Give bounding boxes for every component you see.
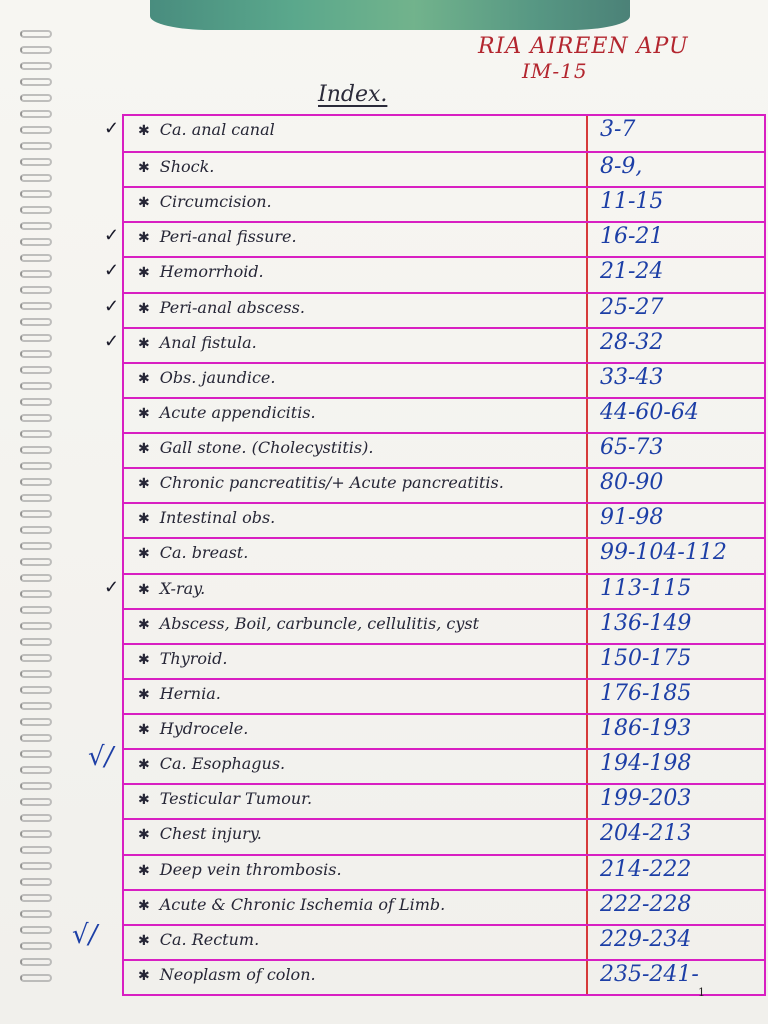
spiral-ring (20, 958, 52, 966)
topic-text: Hemorrhoid. (159, 262, 264, 282)
spiral-ring (20, 654, 52, 662)
spiral-ring (20, 286, 52, 294)
asterisk-icon: ✱ (138, 195, 150, 212)
check-mark-icon: ✓ (104, 330, 120, 352)
topic-text: Intestinal obs. (159, 508, 276, 528)
spiral-ring (20, 494, 52, 502)
pages-cell: 113-115 (600, 575, 692, 601)
table-row (124, 608, 764, 643)
table-row (124, 924, 764, 959)
topic-text: Testicular Tumour. (159, 789, 313, 809)
table-row (124, 678, 764, 713)
pages-cell: 150-175 (600, 645, 692, 671)
check-mark-icon: ✓ (104, 260, 120, 282)
spiral-ring (20, 878, 52, 886)
asterisk-icon: ✱ (138, 160, 150, 177)
asterisk-icon: ✱ (138, 546, 150, 563)
asterisk-icon: ✱ (138, 897, 150, 914)
table-row (104, 256, 764, 291)
topic-text: Chronic pancreatitis/+ Acute pancreatitis. (159, 473, 504, 493)
topic-cell (138, 403, 578, 422)
topic-text: Acute & Chronic Ischemia of Limb. (159, 894, 446, 914)
spiral-ring (20, 750, 52, 758)
topic-cell (138, 157, 578, 176)
table-row (124, 186, 764, 221)
topic-text: Peri-anal abscess. (159, 297, 305, 317)
pages-cell: 80-90 (600, 470, 664, 496)
pages-cell: 25-27 (600, 294, 664, 320)
topic-cell (138, 579, 578, 598)
spiral-ring (20, 334, 52, 342)
spiral-ring (20, 302, 52, 310)
asterisk-icon: ✱ (138, 300, 150, 317)
pages-cell: 136-149 (600, 610, 692, 636)
pages-cell: 91-98 (600, 505, 664, 531)
pages-cell: 176-185 (600, 680, 692, 706)
topic-cell (138, 120, 578, 139)
topic-cell (138, 649, 578, 668)
table-row (124, 151, 764, 186)
spiral-ring (20, 510, 52, 518)
owner-name: RIA AIREEN APU (478, 34, 689, 59)
spiral-ring (20, 46, 52, 54)
spiral-ring (20, 846, 52, 854)
cover-strip (150, 0, 630, 30)
table-row (104, 221, 764, 256)
asterisk-icon: ✱ (138, 230, 150, 247)
spiral-ring (20, 110, 52, 118)
spiral-ring (20, 542, 52, 550)
spiral-ring (20, 222, 52, 230)
topic-text: Ca. breast. (159, 543, 249, 563)
topic-cell (138, 227, 578, 246)
spiral-ring (20, 558, 52, 566)
pages-cell: 186-193 (600, 716, 692, 742)
table-row (124, 713, 764, 748)
topic-cell (138, 192, 578, 211)
spiral-ring (20, 478, 52, 486)
topic-cell (138, 824, 578, 843)
spiral-ring (20, 398, 52, 406)
topic-cell (138, 438, 578, 457)
asterisk-icon: ✱ (138, 123, 150, 139)
table-row (124, 783, 764, 818)
spiral-ring (20, 238, 52, 246)
topic-cell (138, 754, 578, 773)
spiral-ring (20, 62, 52, 70)
spiral-ring (20, 270, 52, 278)
topic-text: Deep vein thrombosis. (159, 859, 342, 879)
table-row (124, 537, 764, 572)
spiral-ring (20, 910, 52, 918)
page-number: 1 (698, 986, 705, 999)
table-row (124, 748, 764, 783)
asterisk-icon: ✱ (138, 827, 150, 844)
asterisk-icon: ✱ (138, 511, 150, 528)
table-row (124, 502, 764, 537)
table-row (124, 959, 764, 994)
spiral-ring (20, 206, 52, 214)
asterisk-icon: ✱ (138, 686, 150, 703)
topic-text: Neoplasm of colon. (159, 964, 316, 984)
table-row (104, 116, 764, 151)
owner-class: IM-15 (522, 59, 588, 83)
spiral-ring (20, 158, 52, 166)
topic-text: Hernia. (159, 683, 221, 703)
topic-cell (138, 333, 578, 352)
asterisk-icon: ✱ (138, 616, 150, 633)
spiral-ring (20, 606, 52, 614)
spiral-ring (20, 526, 52, 534)
spiral-ring (20, 814, 52, 822)
topic-text: Acute appendicitis. (159, 402, 316, 422)
topic-cell (138, 895, 578, 914)
spiral-ring (20, 830, 52, 838)
topic-text: Ca. Esophagus. (159, 754, 286, 774)
topic-text: Obs. jaundice. (159, 367, 276, 387)
asterisk-icon: ✱ (138, 862, 150, 879)
spiral-ring (20, 926, 52, 934)
spiral-ring (20, 430, 52, 438)
spiral-ring (20, 734, 52, 742)
topic-cell (138, 965, 578, 984)
spiral-ring (20, 574, 52, 582)
spiral-ring (20, 94, 52, 102)
table-row (124, 643, 764, 678)
topic-text: Gall stone. (Cholecystitis). (159, 438, 374, 458)
spiral-ring (20, 798, 52, 806)
asterisk-icon: ✱ (138, 265, 150, 282)
topic-text: Hydrocele. (159, 719, 249, 739)
topic-text: Chest injury. (159, 824, 262, 844)
check-mark-icon: ✓ (104, 576, 120, 598)
spiral-ring (20, 462, 52, 470)
spiral-ring (20, 318, 52, 326)
topic-cell (138, 543, 578, 562)
asterisk-icon: ✱ (138, 967, 150, 984)
page-title: Index. (318, 82, 388, 107)
check-mark-icon: ✓ (104, 225, 120, 247)
table-row (104, 292, 764, 327)
pages-cell: 204-213 (600, 821, 692, 847)
pages-cell: 8-9, (600, 154, 643, 180)
check-mark-icon: ✓ (104, 118, 120, 139)
pages-cell: 21-24 (600, 259, 664, 285)
topic-text: Peri-anal fissure. (159, 227, 297, 247)
spiral-ring (20, 126, 52, 134)
table-row (124, 818, 764, 853)
topic-text: Anal fistula. (159, 332, 257, 352)
pages-cell: 28-32 (600, 329, 664, 355)
pages-cell: 16-21 (600, 224, 664, 250)
spiral-ring (20, 590, 52, 598)
asterisk-icon: ✱ (138, 405, 150, 422)
asterisk-icon: ✱ (138, 335, 150, 352)
spiral-ring (20, 350, 52, 358)
topic-cell (138, 789, 578, 808)
topic-cell (138, 262, 578, 281)
table-row (124, 362, 764, 397)
topic-text: Circumcision. (159, 192, 272, 212)
spiral-ring (20, 782, 52, 790)
check-mark-icon: ✓ (104, 295, 120, 317)
table-row (124, 889, 764, 924)
spiral-ring (20, 190, 52, 198)
topic-cell (138, 473, 578, 492)
spiral-ring (20, 414, 52, 422)
check-mark-icon: √/ (88, 742, 114, 772)
pages-cell: 3-7 (600, 117, 636, 142)
spiral-ring (20, 942, 52, 950)
spiral-ring (20, 862, 52, 870)
spiral-ring (20, 30, 52, 38)
spiral-ring (20, 622, 52, 630)
spiral-ring (20, 718, 52, 726)
asterisk-icon: ✱ (138, 757, 150, 774)
asterisk-icon: ✱ (138, 581, 150, 598)
table-row (124, 432, 764, 467)
spiral-ring (20, 174, 52, 182)
spiral-ring (20, 894, 52, 902)
asterisk-icon: ✱ (138, 370, 150, 387)
spiral-ring (20, 142, 52, 150)
table-row (104, 327, 764, 362)
check-mark-icon: √/ (72, 920, 98, 950)
spiral-binding (20, 30, 60, 990)
topic-text: Abscess, Boil, carbuncle, cellulitis, cyst (159, 613, 480, 633)
topic-text: X-ray. (159, 578, 206, 598)
pages-cell: 235-241- (600, 961, 699, 987)
owner-label (478, 34, 689, 83)
topic-text: Thyroid. (159, 648, 228, 668)
topic-text: Shock. (159, 157, 215, 177)
spiral-ring (20, 670, 52, 678)
spiral-ring (20, 382, 52, 390)
spiral-ring (20, 638, 52, 646)
pages-cell: 99-104-112 (600, 540, 727, 566)
index-table (104, 114, 766, 996)
pages-cell: 33-43 (600, 364, 664, 390)
pages-cell: 214-222 (600, 856, 692, 882)
asterisk-icon: ✱ (138, 932, 150, 949)
topic-cell (138, 860, 578, 879)
spiral-ring (20, 78, 52, 86)
spiral-ring (20, 686, 52, 694)
topic-text: Ca. Rectum. (159, 929, 260, 949)
asterisk-icon: ✱ (138, 441, 150, 458)
table-row (124, 467, 764, 502)
pages-cell: 194-198 (600, 751, 692, 777)
topic-cell (138, 298, 578, 317)
topic-cell (138, 719, 578, 738)
spiral-ring (20, 366, 52, 374)
table-row (124, 854, 764, 889)
topic-cell (138, 684, 578, 703)
pages-cell: 199-203 (600, 786, 692, 812)
topic-cell (138, 508, 578, 527)
pages-cell: 44-60-64 (600, 399, 699, 425)
asterisk-icon: ✱ (138, 792, 150, 809)
asterisk-icon: ✱ (138, 651, 150, 668)
topic-cell (138, 368, 578, 387)
spiral-ring (20, 702, 52, 710)
spiral-ring (20, 446, 52, 454)
topic-cell (138, 614, 578, 633)
pages-cell: 65-73 (600, 435, 664, 461)
spiral-ring (20, 766, 52, 774)
pages-cell: 222-228 (600, 891, 692, 917)
pages-cell: 229-234 (600, 926, 692, 952)
asterisk-icon: ✱ (138, 476, 150, 493)
spiral-ring (20, 254, 52, 262)
table-row (104, 573, 764, 608)
topic-text: Ca. anal canal (159, 120, 275, 139)
table-row (124, 397, 764, 432)
topic-cell (138, 930, 578, 949)
asterisk-icon: ✱ (138, 722, 150, 739)
spiral-ring (20, 974, 52, 982)
pages-cell: 11-15 (600, 189, 664, 215)
